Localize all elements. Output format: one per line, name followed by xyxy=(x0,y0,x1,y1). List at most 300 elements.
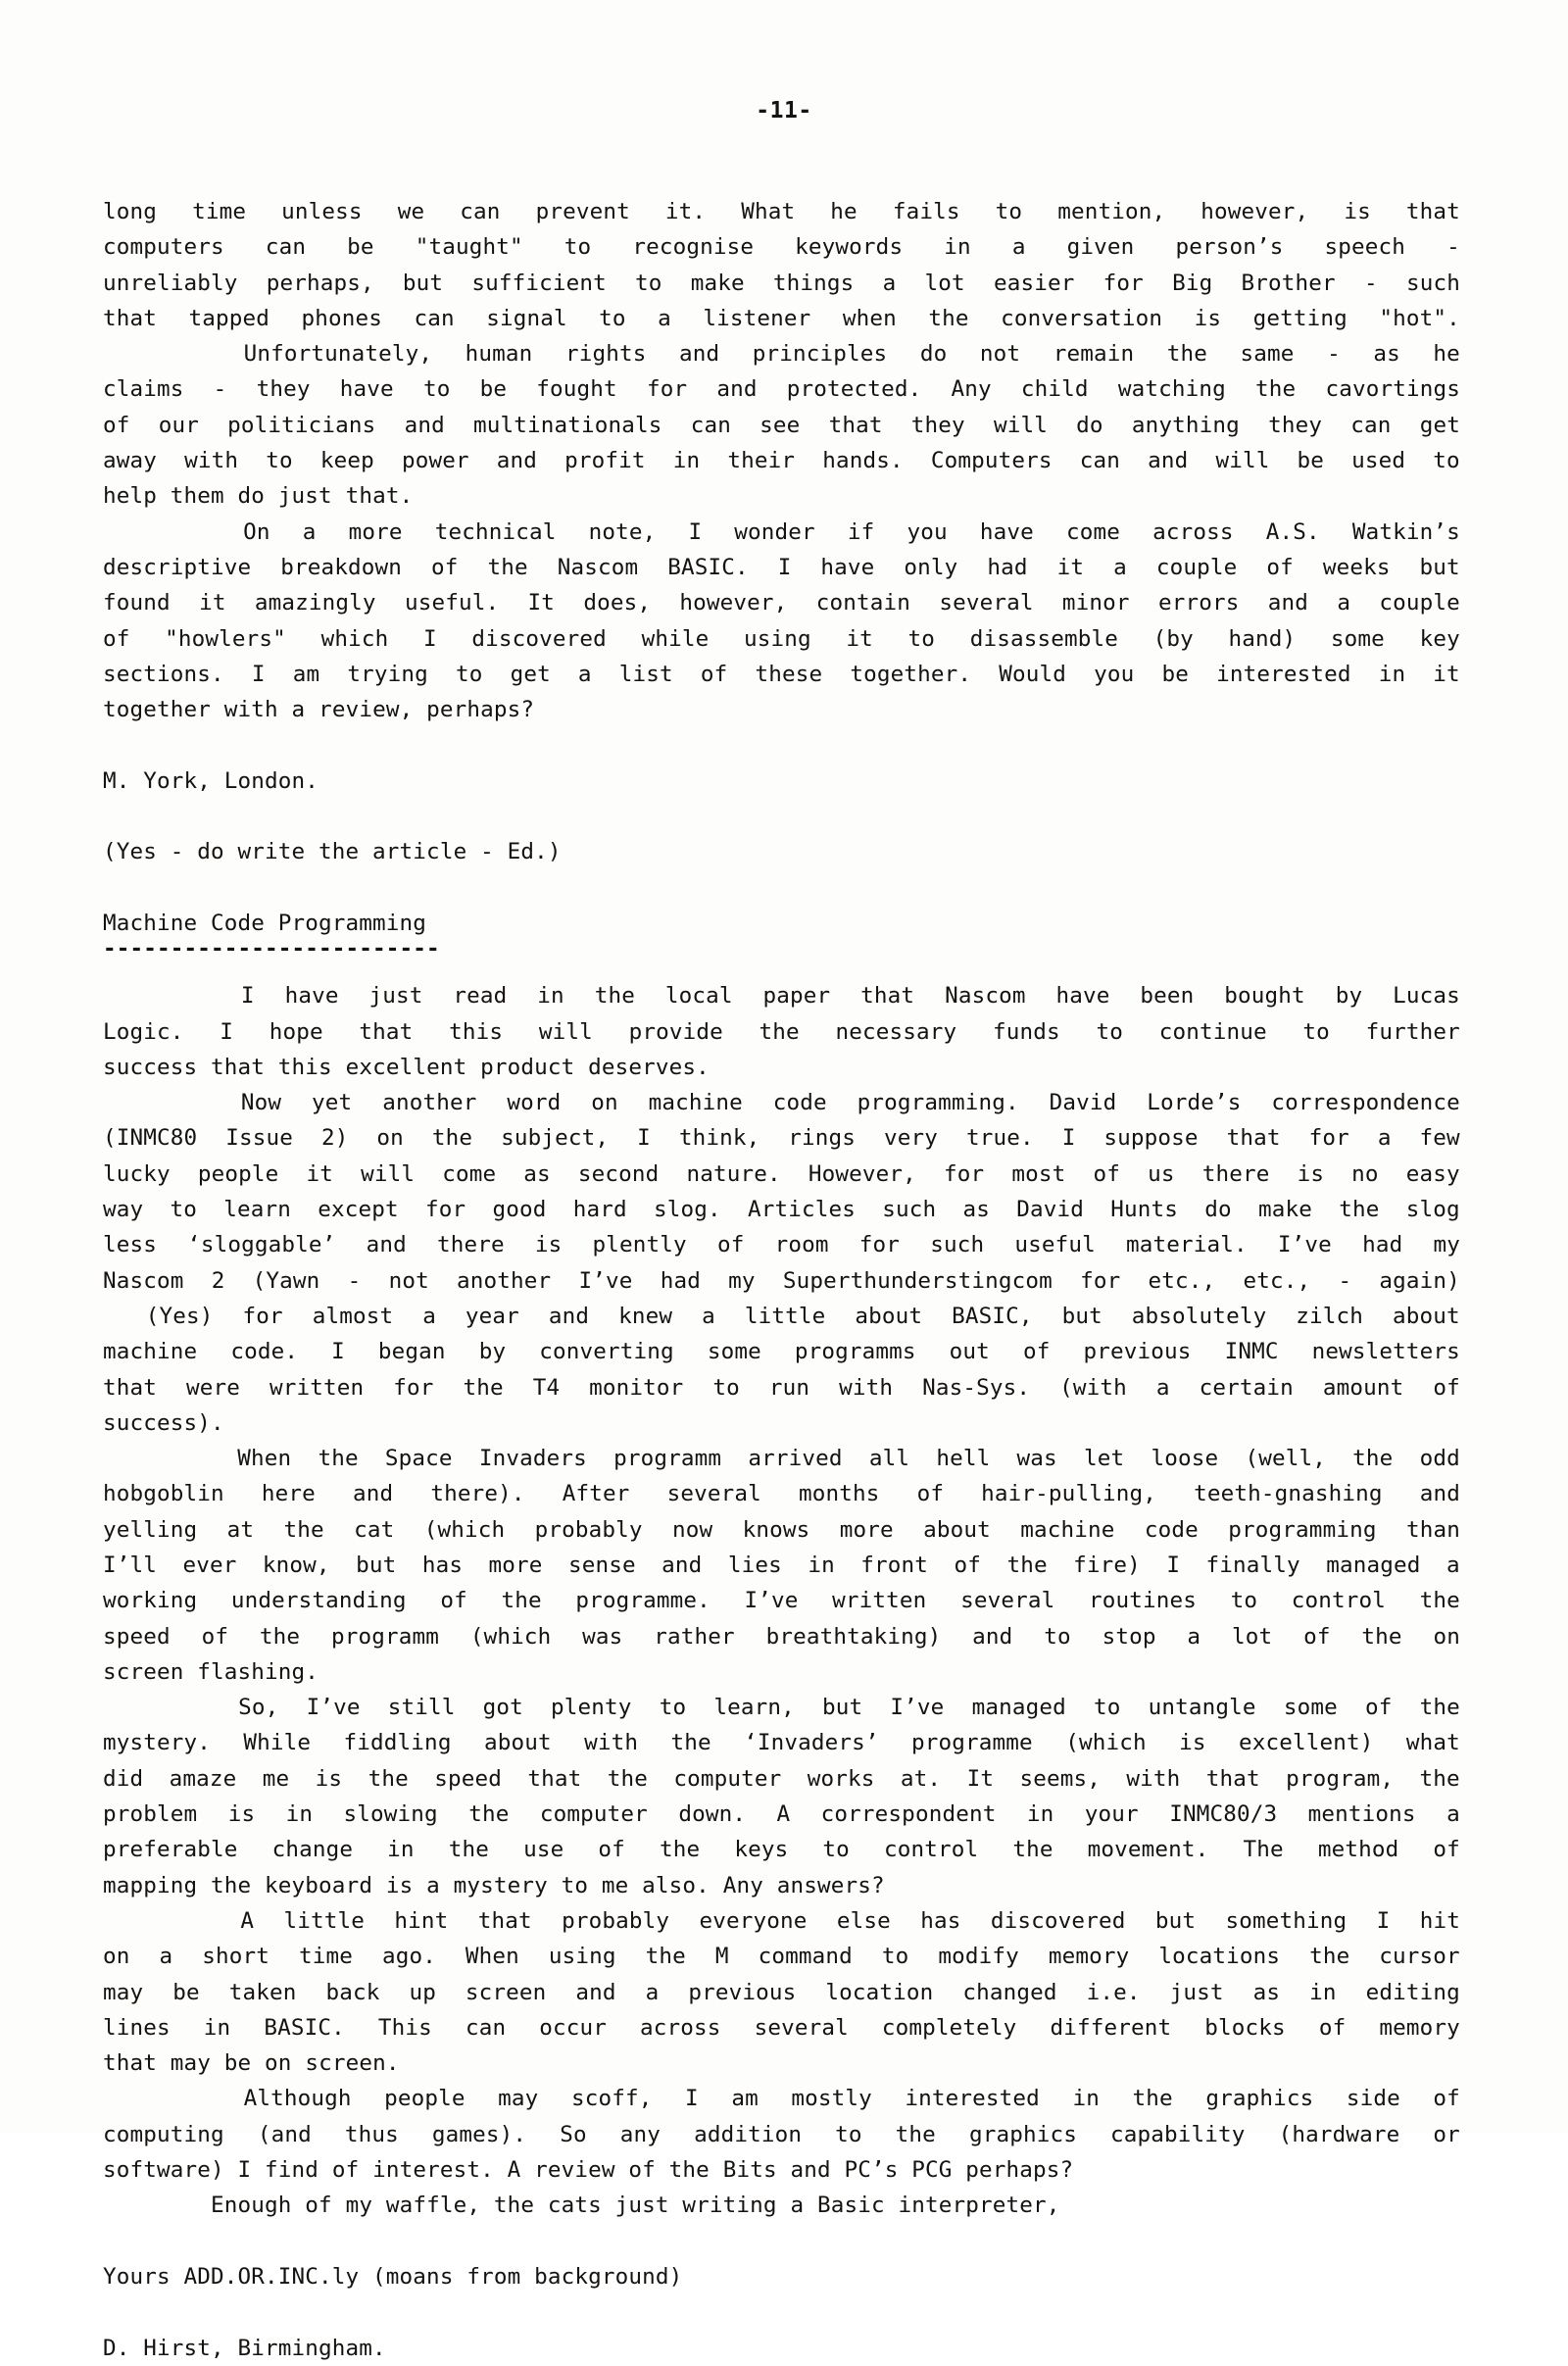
word: but xyxy=(402,270,444,296)
word: with xyxy=(1126,1765,1181,1792)
word: everyone xyxy=(699,1907,808,1934)
word: Hunts xyxy=(1110,1197,1179,1223)
text-line xyxy=(103,1050,1460,1085)
word: - xyxy=(1446,234,1460,261)
word: Articles xyxy=(748,1197,857,1223)
word: in xyxy=(285,1801,314,1828)
word: understanding xyxy=(230,1588,407,1614)
word: correspondent xyxy=(820,1801,997,1828)
word: capability xyxy=(1110,2121,1246,2147)
word: rings xyxy=(788,1125,857,1152)
word: a xyxy=(1337,590,1351,616)
text-line xyxy=(103,1370,1460,1405)
word: excellent) xyxy=(1238,1730,1374,1756)
word: us xyxy=(1148,1160,1175,1187)
word: that. xyxy=(331,483,414,510)
word: few xyxy=(1419,1125,1460,1152)
word: seems, xyxy=(1019,1765,1101,1792)
spacer xyxy=(103,727,1460,763)
word: David xyxy=(1016,1197,1085,1223)
word: of xyxy=(1266,554,1294,580)
word: down. xyxy=(678,1801,747,1828)
word: absolutely xyxy=(1131,1303,1267,1329)
word: up xyxy=(409,1979,436,2005)
word: be xyxy=(479,376,508,403)
word: now xyxy=(672,1516,713,1543)
word: human xyxy=(465,341,533,368)
word: I xyxy=(251,661,266,687)
word: can xyxy=(414,305,455,331)
word: in xyxy=(808,1552,835,1578)
spacer xyxy=(103,961,1460,978)
word: a xyxy=(1155,1374,1170,1401)
text-line xyxy=(103,2010,1460,2046)
word: that xyxy=(1405,199,1460,224)
word: person’s xyxy=(1175,234,1284,261)
word: to xyxy=(547,1872,589,1898)
word: key xyxy=(1419,625,1460,652)
word: something xyxy=(1225,1907,1348,1934)
word: to xyxy=(1433,448,1460,474)
word: little xyxy=(744,1303,826,1329)
word: nature. xyxy=(686,1160,781,1187)
word: Nascom xyxy=(945,983,1026,1010)
word: for xyxy=(1080,1267,1121,1294)
word: Bits xyxy=(709,2157,777,2184)
word: trying xyxy=(347,661,428,687)
word: Unfortunately, xyxy=(243,341,433,368)
word: review, xyxy=(305,697,414,723)
word: zilch xyxy=(1296,1303,1364,1329)
text-line xyxy=(103,371,1460,407)
word: by xyxy=(478,1339,507,1365)
word: get xyxy=(510,661,551,687)
section-heading-rule: ------------------------- xyxy=(103,936,440,962)
word: managed xyxy=(971,1695,1066,1721)
text-line xyxy=(103,585,1460,620)
word: in xyxy=(944,234,971,261)
word: principles xyxy=(752,341,888,368)
word: it xyxy=(306,1160,333,1187)
line-indent xyxy=(103,978,211,1013)
word: that xyxy=(828,412,883,438)
word: some xyxy=(1330,625,1385,652)
word: politicians xyxy=(227,412,376,438)
word: long xyxy=(103,199,158,224)
word: the xyxy=(463,1374,504,1401)
word: the xyxy=(468,1801,510,1828)
word: to xyxy=(1302,1018,1330,1045)
word: they xyxy=(256,376,311,403)
word: disassemble xyxy=(969,625,1118,652)
word: profit xyxy=(564,448,646,474)
word: Nascom xyxy=(103,1267,184,1294)
word: in xyxy=(203,2014,231,2041)
word: on xyxy=(1433,1623,1460,1650)
word: he xyxy=(1433,341,1460,368)
word: graphics xyxy=(968,2121,1077,2147)
word: no xyxy=(1351,1160,1379,1187)
word: list xyxy=(618,661,673,687)
word: I xyxy=(1061,1125,1076,1152)
word: on xyxy=(103,1944,130,1970)
word: and xyxy=(972,1623,1013,1650)
word: the xyxy=(1361,1623,1402,1650)
word: of xyxy=(1433,1374,1460,1401)
word: the xyxy=(259,1623,301,1650)
word: I xyxy=(1376,1907,1391,1934)
word: that xyxy=(1226,1125,1281,1152)
word: in xyxy=(537,983,564,1010)
word: almost xyxy=(312,1303,394,1329)
word: be xyxy=(211,2050,252,2077)
word: let xyxy=(1084,1446,1125,1472)
word: I xyxy=(688,518,703,545)
word: several xyxy=(939,590,1034,616)
word: me xyxy=(588,1872,629,1898)
word: may xyxy=(103,1979,144,2005)
word: written xyxy=(269,1374,365,1401)
text-line xyxy=(103,266,1460,301)
word: mention, xyxy=(1057,199,1166,224)
line-indent xyxy=(103,1299,117,1334)
word: of xyxy=(954,1552,981,1578)
word: use xyxy=(523,1837,564,1863)
word: used xyxy=(1351,448,1406,474)
line-indent xyxy=(103,1903,211,1939)
word: mentions xyxy=(1307,1801,1416,1828)
word: A xyxy=(240,1907,255,1934)
word: there). xyxy=(430,1481,525,1507)
word: but xyxy=(1154,1907,1197,1934)
word: to xyxy=(1230,1588,1258,1614)
word: it xyxy=(1433,661,1460,687)
word: answers? xyxy=(762,1872,885,1898)
word: waffle, xyxy=(372,2193,481,2219)
word: more xyxy=(839,1516,894,1543)
word: hit xyxy=(1419,1907,1460,1934)
text-line xyxy=(103,443,1460,478)
word: movement. xyxy=(1087,1837,1209,1863)
word: command xyxy=(758,1944,853,1970)
text-line xyxy=(103,1512,1460,1548)
word: not xyxy=(979,341,1021,368)
word: in xyxy=(1072,2086,1100,2112)
word: slog. xyxy=(654,1197,721,1223)
word: and xyxy=(496,448,538,474)
text-line xyxy=(103,1797,1460,1832)
word: hope xyxy=(269,1018,323,1045)
word: to xyxy=(422,376,451,403)
word: a xyxy=(882,270,897,296)
word: know, xyxy=(262,1552,330,1578)
text-line xyxy=(103,657,1460,692)
word: (hardware xyxy=(1278,2121,1400,2147)
word: about xyxy=(483,1730,552,1756)
text-line xyxy=(103,1405,1460,1441)
word: software) xyxy=(103,2157,224,2184)
word: some xyxy=(1283,1695,1338,1721)
word: BASIC. xyxy=(667,554,749,580)
word: conversation xyxy=(1001,305,1163,331)
word: if xyxy=(847,518,875,545)
word: programme xyxy=(911,1730,1033,1756)
word: was xyxy=(582,1623,623,1650)
word: screen xyxy=(465,1979,547,2005)
word: a xyxy=(645,1979,660,2005)
word: second xyxy=(577,1160,660,1187)
word: I xyxy=(777,554,792,580)
word: graphics xyxy=(1205,2086,1314,2112)
word: together. xyxy=(850,661,972,687)
word: rather xyxy=(654,1623,735,1650)
text-line xyxy=(103,1583,1460,1618)
word: plently xyxy=(592,1232,687,1258)
word: the xyxy=(487,554,528,580)
word: get xyxy=(1419,412,1460,438)
word: the xyxy=(1419,1695,1460,1721)
word: change xyxy=(271,1837,354,1863)
word: just xyxy=(601,2193,669,2219)
word: M xyxy=(714,1944,729,1970)
word: to xyxy=(712,1374,740,1401)
word: and xyxy=(678,341,720,368)
word: taken xyxy=(228,1979,297,2005)
word: am xyxy=(292,661,320,687)
word: as xyxy=(523,1160,551,1187)
text-line xyxy=(103,1334,1460,1369)
word: Basic xyxy=(804,2193,885,2219)
word: While xyxy=(243,1730,312,1756)
word: I’ve xyxy=(1277,1232,1332,1258)
word: of xyxy=(291,2193,332,2219)
word: of xyxy=(916,1481,945,1507)
word: (and xyxy=(257,2121,312,2147)
word: is xyxy=(372,1872,414,1898)
word: that xyxy=(103,1374,158,1401)
word: Although xyxy=(243,2086,352,2112)
word: modify xyxy=(938,1944,1019,1970)
word: the xyxy=(1006,1552,1048,1578)
word: at xyxy=(226,1516,255,1543)
word: couple xyxy=(1155,554,1238,580)
word: a xyxy=(422,1303,436,1329)
word: can xyxy=(265,234,307,261)
word: A xyxy=(493,2157,521,2184)
word: mystery. xyxy=(103,1730,212,1756)
word: "howlers" xyxy=(165,625,286,652)
word: further xyxy=(1365,1018,1460,1045)
word: I xyxy=(220,1018,233,1045)
word: (with xyxy=(1059,1374,1127,1401)
text-line xyxy=(103,1761,1460,1797)
word: be xyxy=(1161,661,1189,687)
word: lines xyxy=(103,2014,171,2041)
word: but xyxy=(1419,554,1460,580)
word: material. xyxy=(1126,1232,1248,1258)
word: people xyxy=(197,1160,279,1187)
word: descriptive xyxy=(103,554,252,580)
word: weeks xyxy=(1322,554,1391,580)
text-line xyxy=(103,478,1460,514)
word: fire) xyxy=(1073,1552,1141,1578)
word: It xyxy=(966,1765,995,1792)
text-line xyxy=(103,1192,1460,1227)
word: such xyxy=(1405,270,1460,296)
text-line xyxy=(103,1441,1460,1476)
word: of xyxy=(103,412,130,438)
word: Any xyxy=(951,376,992,403)
word: Enough xyxy=(211,2193,292,2219)
word: etc., xyxy=(1148,1267,1216,1294)
text-line xyxy=(103,1654,1460,1690)
word: the xyxy=(655,2157,710,2184)
word: to xyxy=(995,199,1023,224)
word: had xyxy=(660,1267,701,1294)
word: may xyxy=(498,2086,539,2112)
word: review xyxy=(520,2157,615,2184)
word: as xyxy=(1252,1979,1281,2005)
editor-note: (Yes - do write the article - Ed.) xyxy=(103,839,562,865)
word: unless xyxy=(281,199,363,224)
word: slowing xyxy=(343,1801,438,1828)
word: to xyxy=(455,661,483,687)
word: lot xyxy=(1231,1623,1273,1650)
text-line xyxy=(103,1476,1460,1511)
word: any xyxy=(619,2121,662,2147)
word: is xyxy=(1179,1730,1206,1756)
word: to xyxy=(1096,1018,1123,1045)
word: signal xyxy=(486,305,567,331)
word: control xyxy=(1291,1588,1387,1614)
word: of xyxy=(1303,1623,1331,1650)
text-line xyxy=(103,1157,1460,1192)
word: is xyxy=(1297,1160,1325,1187)
word: 2) xyxy=(320,1125,349,1152)
word: in xyxy=(387,1837,415,1863)
word: It xyxy=(527,590,556,616)
word: a xyxy=(1446,1801,1460,1828)
word: a xyxy=(1377,1125,1392,1152)
word: and xyxy=(352,1481,394,1507)
word: have xyxy=(820,554,875,580)
word: the xyxy=(480,2193,535,2219)
word: not xyxy=(388,1267,429,1294)
word: the xyxy=(659,1837,701,1863)
word: have xyxy=(979,518,1034,545)
word: slog xyxy=(1405,1197,1460,1223)
word: Invaders xyxy=(478,1446,587,1472)
word: of xyxy=(598,1837,625,1863)
word: Issue xyxy=(225,1125,293,1152)
word: hands. xyxy=(822,448,904,474)
word: perhaps? xyxy=(952,2157,1074,2184)
word: arrived xyxy=(748,1446,843,1472)
word: mapping xyxy=(103,1872,198,1898)
word: - xyxy=(1364,270,1378,296)
word: but xyxy=(356,1552,397,1578)
text-line xyxy=(103,336,1460,371)
word: for xyxy=(242,1303,283,1329)
word: the xyxy=(1255,376,1297,403)
line-indent xyxy=(103,2188,211,2223)
word: (by xyxy=(1152,625,1194,652)
word: monitor xyxy=(589,1374,684,1401)
word: Would xyxy=(999,661,1066,687)
word: memory xyxy=(1048,1944,1130,1970)
word: (Yes) xyxy=(145,1303,214,1329)
word: excellent xyxy=(331,1054,467,1080)
word: Space xyxy=(384,1446,453,1472)
word: make xyxy=(690,270,745,296)
word: will xyxy=(538,1018,593,1045)
word: began xyxy=(377,1339,446,1365)
word: the xyxy=(1309,1944,1350,1970)
word: i.e. xyxy=(1086,1979,1141,2005)
word: the xyxy=(1012,1837,1054,1863)
word: about xyxy=(855,1303,923,1329)
word: also. xyxy=(628,1872,710,1898)
word: and xyxy=(404,412,445,438)
word: with xyxy=(184,448,239,474)
word: a xyxy=(277,697,306,723)
word: provide xyxy=(628,1018,723,1045)
word: and xyxy=(1148,448,1189,474)
word: am xyxy=(731,2086,759,2112)
word: lies xyxy=(727,1552,782,1578)
word: on xyxy=(591,1090,618,1116)
word: room xyxy=(774,1232,829,1258)
word: fails xyxy=(892,199,960,224)
word: to xyxy=(659,1695,687,1721)
word: the xyxy=(283,1516,324,1543)
word: of xyxy=(614,2157,656,2184)
text-line xyxy=(103,1299,1460,1334)
word: interested xyxy=(1216,661,1351,687)
word: ever xyxy=(182,1552,237,1578)
word: Any xyxy=(709,1872,763,1898)
text-line xyxy=(103,301,1460,336)
word: hell xyxy=(936,1446,991,1472)
line-indent xyxy=(103,336,211,371)
word: a xyxy=(1446,1552,1460,1578)
word: programm xyxy=(613,1446,722,1472)
word: of xyxy=(1093,1160,1120,1187)
word: minor xyxy=(1061,590,1130,616)
word: can xyxy=(1350,412,1392,438)
word: them xyxy=(157,483,224,510)
word: When xyxy=(237,1446,292,1472)
word: with xyxy=(211,697,278,723)
word: using xyxy=(548,1944,616,1970)
word: I xyxy=(637,1125,651,1152)
word: just xyxy=(265,483,332,510)
word: occur xyxy=(539,2014,607,2041)
word: lot xyxy=(924,270,965,296)
word: the xyxy=(928,305,969,331)
text-line xyxy=(103,1085,1460,1120)
word: is xyxy=(315,1765,343,1792)
word: it xyxy=(846,625,873,652)
word: to xyxy=(564,234,592,261)
word: of xyxy=(1364,1695,1393,1721)
word: probably xyxy=(562,1907,670,1934)
word: their xyxy=(727,448,796,474)
word: back xyxy=(325,1979,380,2005)
word: paper xyxy=(762,983,831,1010)
word: what xyxy=(1405,1730,1460,1756)
word: have xyxy=(284,983,339,1010)
